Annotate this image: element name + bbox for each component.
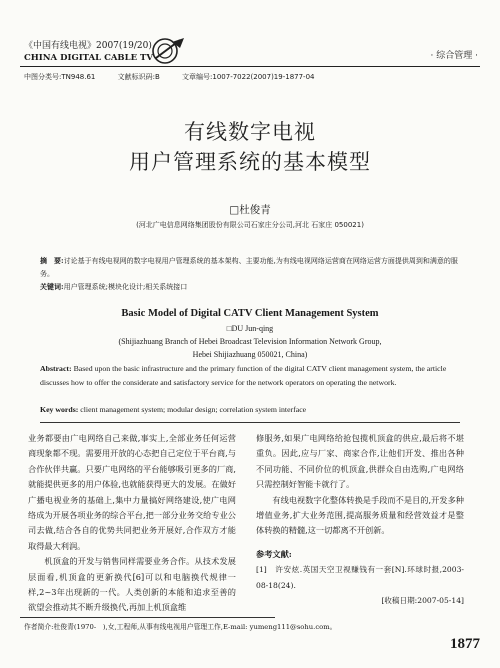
english-author: □DU Jun-qing <box>226 324 274 333</box>
author-footnote: 作者简介:杜俊青(1970- ),女,工程师,从事有线电视用户管理工作,E-mail: yumeng111@sohu.com。 <box>24 623 337 631</box>
page-number: 1877 <box>450 636 480 652</box>
body-paragraph: 业务都要由广电网络自己来做,事实上,全部业务任何运营商现象都不现。需要用开放的心态把自己定位于平台商,与合作伙伴共赢。只要广电网络的平台能够吸引更多的厂商,就能提供更多的用户体验,也就能获得更大的发展。在做好广播电视业务的基础上,集中力量搞好网络建设,使广电网络成为开展各项业务的综合平台,把一部分业务交给专业公司去做,结合各自的优势共同把业务开展好,合作双方才能取得最大利润。 <box>28 433 236 551</box>
keywords-cn-text: 用户管理系统;模块化设计;相关系统接口 <box>63 283 188 291</box>
journal-logo-icon <box>150 36 186 66</box>
footnote-rule <box>20 617 275 618</box>
journal-header <box>24 40 153 64</box>
body-paragraph: 修服务,如果广电网络给抢包揽机顶盒的供应,最后将不堪重负。因此,应与厂家、商家合作,让他们开发、推出各种不同功能、不同价位的机顶盒,供群众自由选购,广电网络只需控制好智能卡就行了。 <box>256 433 464 490</box>
keywords-cn-label: 关键词: <box>40 282 64 291</box>
abstract-cn-label: 摘 要: <box>40 256 64 265</box>
english-abstract-text: Based upon the basic infrastructure and the primary function of the digital CATV client management system, the article discusses how to offer the considerate and satisfactory service for the network operators on operating the network. <box>40 364 447 387</box>
english-abstract <box>40 362 460 389</box>
body-paragraph: 有线电视数字化整体转换是手段而不是目的,开发多种增值业务,扩大业务范围,提高服务质量和经营效益才是整体转换的精髓,这一切都离不开创新。 <box>256 494 464 536</box>
author-affiliation: (河北广电信息网络集团股份有限公司石家庄分公司,河北 石家庄 050021) <box>136 221 364 229</box>
body-column-right <box>256 431 464 608</box>
clc-number: 中图分类号:TN948.61 <box>24 73 96 81</box>
classification-line <box>24 72 335 82</box>
keywords-cn <box>40 282 460 292</box>
english-keywords-text: client management system; modular design; correlation system interface <box>80 405 307 414</box>
english-title: Basic Model of Digital CATV Client Management System <box>121 308 379 319</box>
author-name: □杜俊青 <box>229 204 271 216</box>
header-rule <box>20 66 480 67</box>
journal-name-cn: 《中国有线电视》2007(19/20) <box>24 41 152 51</box>
title-line-2: 用户管理系统的基本模型 <box>129 150 371 174</box>
english-affiliation-2: Hebei Shijiazhuang 050021, China) <box>192 350 308 359</box>
abstract-cn-text: 讨论基于有线电视网的数字电视用户管理系统的基本架构、主要功能,为有线电视网络运营商在网络运营方面提供周到和满意的服务。 <box>40 257 458 278</box>
received-date: [收稿日期:2007-05-14] <box>381 596 464 606</box>
reference-item: [1] 许安炫.英国天空卫视赚钱有一套[N].环球时报,2003-08-18(24). <box>256 565 464 590</box>
english-keywords <box>40 405 460 414</box>
abstract-cn <box>40 254 460 281</box>
journal-name-en: CHINA DIGITAL CABLE TV <box>24 53 153 63</box>
references-heading: 参考文献: <box>256 548 292 559</box>
body-column-left <box>28 431 236 616</box>
abstract-divider <box>40 422 460 423</box>
document-code: 文献标识码:B <box>117 73 160 81</box>
body-paragraph: 机顶盒的开发与销售同样需要业务合作。从技术发展层面看,机顶盒的更新换代[6]可以和电脑换代规律一样,2~3年出现新的一代。人类创新的本能和追求至善的欲望会推动其不断升级换代,再加上机顶盒维 <box>28 556 236 613</box>
article-number: 文章编号:1007-7022(2007)19-1877-04 <box>182 73 315 81</box>
section-label: · 综合管理 · <box>430 51 478 61</box>
english-affiliation-1: (Shijiazhuang Branch of Hebei Broadcast Television Information Network Group, <box>118 337 382 346</box>
english-keywords-label: Key words: <box>40 405 79 414</box>
title-line-1: 有线数字电视 <box>184 120 316 144</box>
english-abstract-label: Abstract: <box>40 364 72 373</box>
